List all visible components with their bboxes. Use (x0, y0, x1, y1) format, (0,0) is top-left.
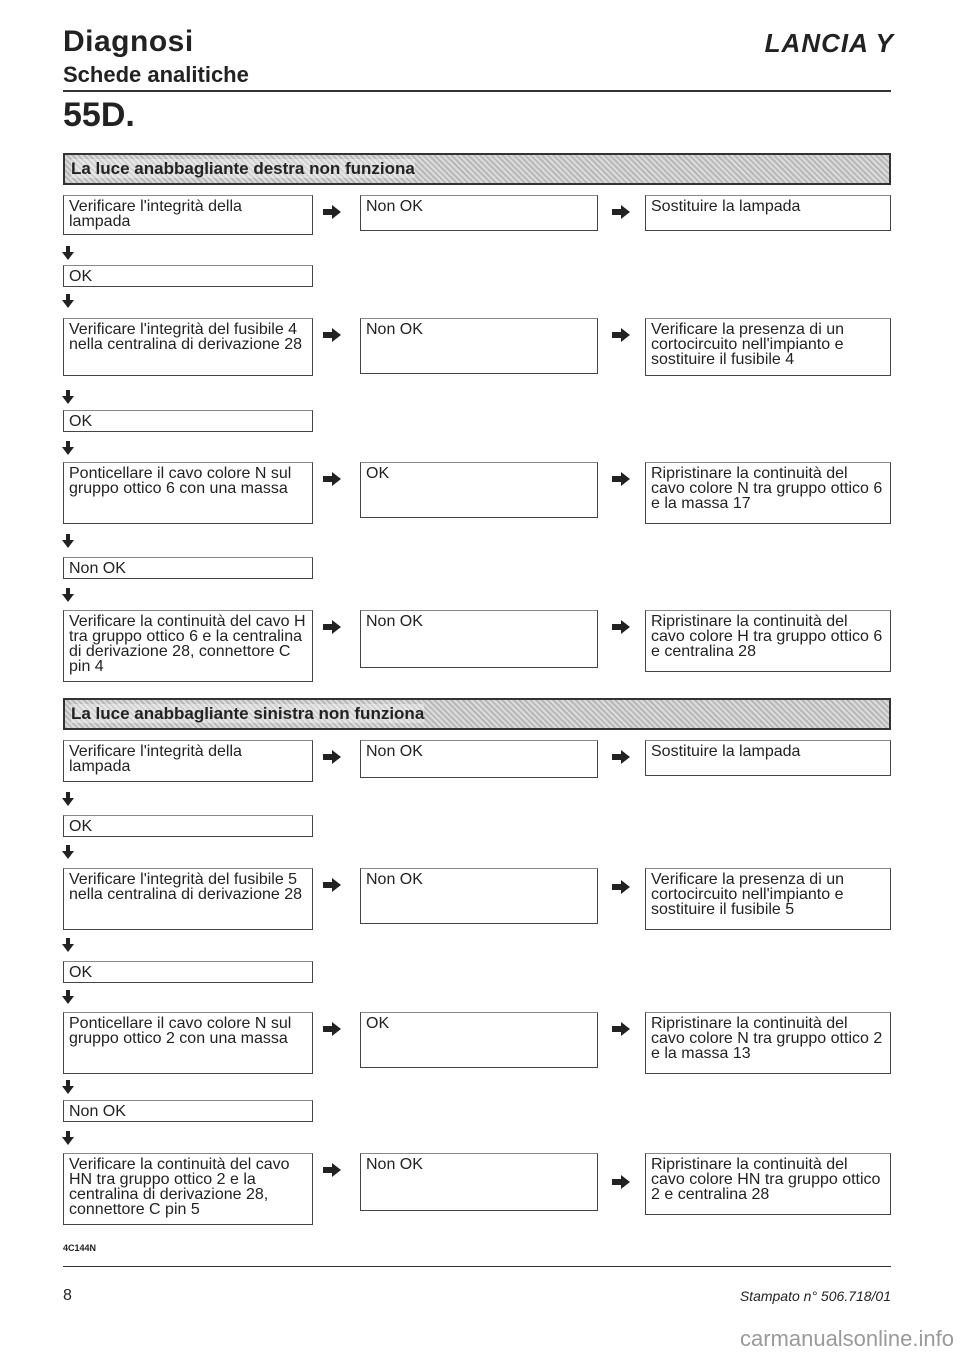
arrow-right-icon (323, 205, 341, 219)
header-divider (63, 90, 891, 92)
check-box: Verificare la continuità del cavo H tra gruppo ottico 6 e la centralina di derivazione 28, connettore C pin 4 (63, 610, 313, 682)
action-box: Ripristinare la continuità del cavo colore N tra gruppo ottico 6 e la massa 17 (645, 462, 891, 524)
next-box: OK (63, 410, 313, 432)
arrow-down-icon (62, 990, 74, 1004)
arrow-right-icon (612, 205, 630, 219)
action-box: Ripristinare la continuità del cavo colore H tra gruppo ottico 6 e centralina 28 (645, 610, 891, 672)
arrow-down-icon (62, 588, 74, 602)
arrow-right-icon (612, 620, 630, 634)
arrow-down-icon (62, 845, 74, 859)
arrow-down-icon (62, 792, 74, 806)
section-code: 55D. (63, 96, 135, 134)
arrow-down-icon (62, 390, 74, 404)
arrow-right-icon (323, 620, 341, 634)
result-box: Non OK (360, 195, 598, 231)
next-box: Non OK (63, 1100, 313, 1122)
arrow-right-icon (612, 1022, 630, 1036)
check-box: Ponticellare il cavo colore N sul gruppo ottico 2 con una massa (63, 1012, 313, 1074)
section-title: La luce anabbagliante sinistra non funziona (71, 704, 425, 723)
action-box: Verificare la presenza di un cortocircuito nell'impianto e sostituire il fusibile 5 (645, 868, 891, 930)
arrow-right-icon (612, 880, 630, 894)
action-box: Verificare la presenza di un cortocircuito nell'impianto e sostituire il fusibile 4 (645, 318, 891, 376)
result-box: Non OK (360, 610, 598, 668)
section-banner-right (63, 153, 891, 185)
check-box: Verificare la continuità del cavo HN tra gruppo ottico 2 e la centralina di derivazione 28, connettore C pin 5 (63, 1153, 313, 1225)
brand-label: LANCIA Y (764, 28, 894, 58)
footer-divider (63, 1266, 891, 1267)
watermark: carmanualsonline.info (739, 1326, 954, 1351)
arrow-right-icon (612, 472, 630, 486)
figure-code: 4C144N (63, 1243, 97, 1253)
check-box: Verificare l'integrità del fusibile 5 nella centralina di derivazione 28 (63, 868, 313, 930)
result-box: Non OK (360, 318, 598, 374)
next-box: OK (63, 815, 313, 837)
page-subtitle: Schede analitiche (63, 62, 249, 87)
action-box: Ripristinare la continuità del cavo colore N tra gruppo ottico 2 e la massa 13 (645, 1012, 891, 1074)
arrow-right-icon (323, 472, 341, 486)
result-box: OK (360, 462, 598, 518)
arrow-right-icon (612, 750, 630, 764)
action-box: Ripristinare la continuità del cavo colore HN tra gruppo ottico 2 e centralina 28 (645, 1153, 891, 1215)
section-title: La luce anabbagliante destra non funziona (71, 159, 415, 178)
page-title: Diagnosi (63, 25, 194, 58)
print-reference: Stampato n° 506.718/01 (739, 1288, 891, 1304)
arrow-down-icon (62, 246, 74, 260)
arrow-down-icon (62, 1131, 74, 1145)
arrow-down-icon (62, 441, 74, 455)
next-box: OK (63, 265, 313, 287)
arrow-right-icon (323, 1163, 341, 1177)
section-banner-left (63, 698, 891, 730)
action-box: Sostituire la lampada (645, 740, 891, 776)
action-box: Sostituire la lampada (645, 195, 891, 231)
result-box: Non OK (360, 740, 598, 778)
arrow-down-icon (62, 938, 74, 952)
arrow-right-icon (323, 328, 341, 342)
result-box: OK (360, 1012, 598, 1068)
check-box: Verificare l'integrità della lampada (63, 195, 313, 235)
arrow-down-icon (62, 294, 74, 308)
page-number: 8 (63, 1287, 72, 1304)
next-box: OK (63, 961, 313, 983)
check-box: Ponticellare il cavo colore N sul gruppo ottico 6 con una massa (63, 462, 313, 524)
arrow-right-icon (323, 750, 341, 764)
arrow-right-icon (612, 1175, 630, 1189)
check-box: Verificare l'integrità della lampada (63, 740, 313, 782)
check-box: Verificare l'integrità del fusibile 4 nella centralina di derivazione 28 (63, 318, 313, 376)
arrow-right-icon (612, 328, 630, 342)
next-box: Non OK (63, 557, 313, 579)
arrow-right-icon (323, 878, 341, 892)
arrow-right-icon (323, 1022, 341, 1036)
arrow-down-icon (62, 534, 74, 548)
arrow-down-icon (62, 1080, 74, 1094)
result-box: Non OK (360, 868, 598, 924)
result-box: Non OK (360, 1153, 598, 1211)
